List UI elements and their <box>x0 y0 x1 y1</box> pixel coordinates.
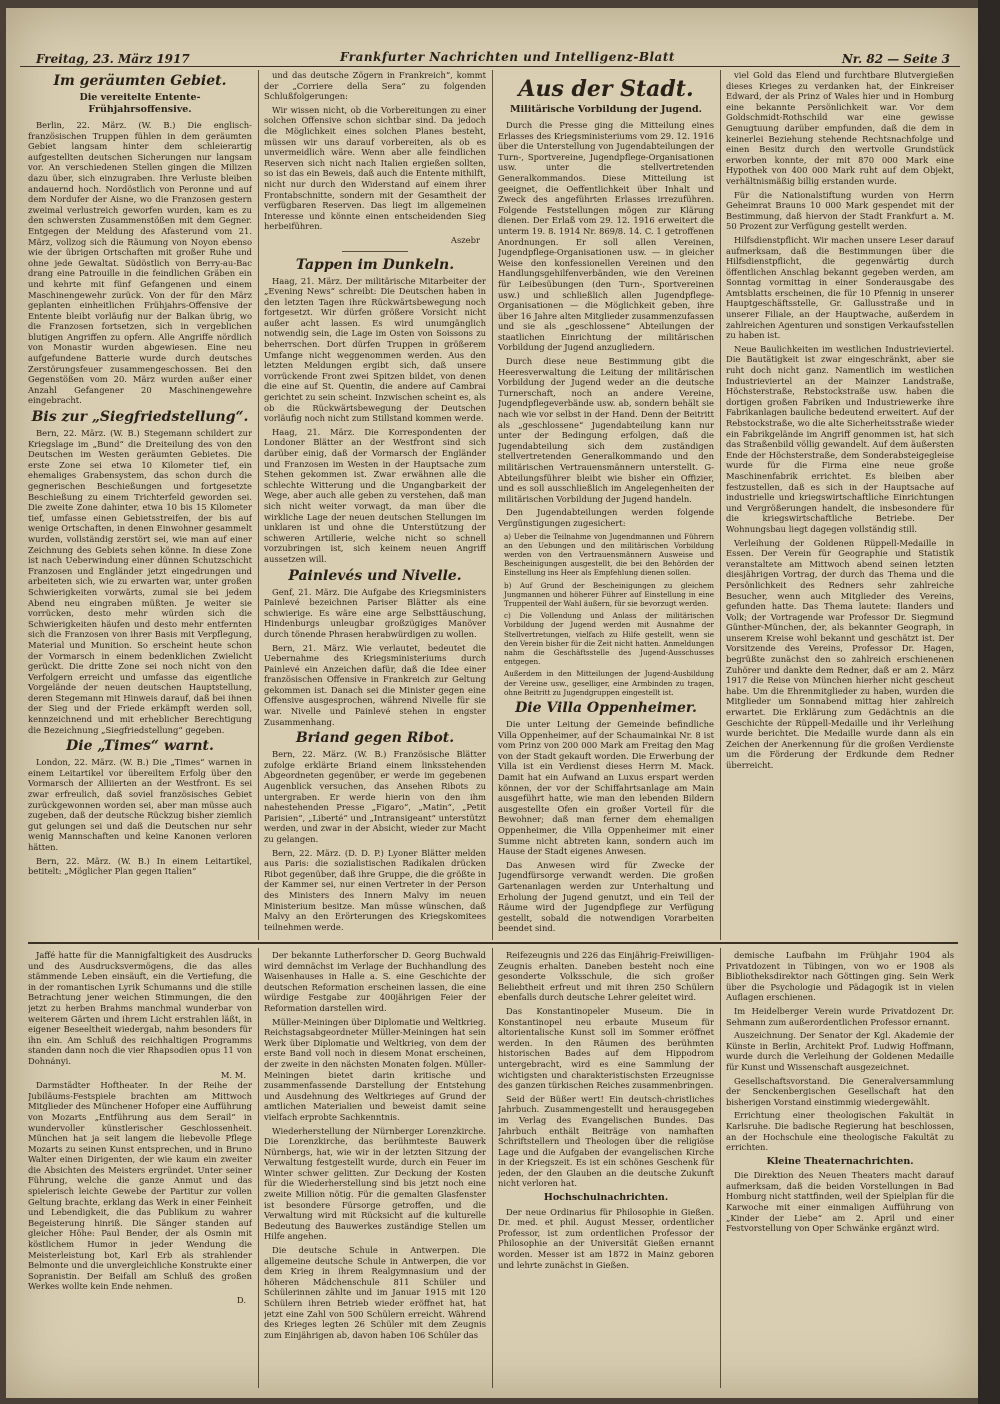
article-paragraph: London, 22. März. (W. B.) Die „Times“ warnen in einem Leitartikel vor übereiltem Erfolg über den Vormarsch der Alliierten an der Westfront. Es sei zwar erfreulich, daß soviel französisches Gebiet zurückgewonnen worden sei, aber man müsse auch zugeben, daß der deutsche Rückzug bisher ziemlich gut gelungen sei und daß die Deutschen nur sehr wenig Mannschaften und keine Kanonen verloren hätten. <box>28 757 252 852</box>
article-paragraph: Genf, 21. März. Die Aufgabe des Kriegsministers Painlevé bezeichnen Pariser Blätter als eine schwierige. Es wäre eine arge Selbsttäuschung, Hindenburgs unleugbar großzügiges Manöver durch tönende Phrasen herabwürdigen zu wollen. <box>264 586 486 639</box>
article-paragraph: Die deutsche Schule in Antwerpen. Die allgemeine deutsche Schule in Antwerpen, die vor dem Krieg in ihrem Realgymnasium und der höheren Mädchenschule 811 Schüler und Schülerinnen zählte und im Januar 1915 mit 120 Schülern ihren Betrieb wieder eröffnet hat, hat jetzt eine Zahl von 500 Schülern erreicht. Während des Krieges legten 26 Schüler mit dem Zeugnis zum Einjährigen ab, davon haben 106 Schüler das <box>264 1245 486 1340</box>
article-heading: Die „Times“ warnt. <box>66 738 214 755</box>
article-paragraph: Wir wissen nicht, ob die Vorbereitungen zu einer solchen Offensive schon sichtbar sind. Da jedoch die Möglichkeit eines solchen Planes besteht, müssen wir uns darauf vorbereiten, als ob es unvermeidlich wäre. Wenn aber alle feindlichen Reserven sich nicht nach Italien ergießen sollten, so ist das ein Beweis, daß auch die Entente mithilft, nicht nur durch den Widerstand auf einem ihrer Frontabschnitte, sondern mit der Gesamtheit der verfügbaren Reserven. Das liegt im allgemeinen Interesse und könnte einen entscheidenden Sieg herbeiführen. <box>264 104 486 232</box>
column-divider <box>492 70 493 940</box>
article-separator <box>342 251 409 252</box>
article-paragraph: Neue Baulichkeiten im westlichen Industrieviertel. Die Bautätigkeit ist zwar eingeschränkt, aber sie ruht doch nicht ganz. Namentlich im westlichen Industrieviertel an der Mainzer Landstraße, Höchsterstraße, Rebstockstraße usw. haben die dortigen großen Fabriken und Industriewerke ihre Fabrikanlagen bauliche bedeutend erweitert. Auf der Rebstockstraße, wo die alte Sicherheitsstraße wieder ein Fabrikgelände im Angriff genommen ist, hat sich das Straßenbild völlig gewandelt. Auf dem äußersten Ende der Höchsterstraße, dem Sonderabsteigegleise wurde für die Firma eine neue große Maschinenfabrik errichtet. Es bleiben aber festzustellen, daß es sich in der Hauptsache auf industrielle und kriegswirtschaftliche Einrichtungen und Vergrößerungen handelt, die insbesondere für die kriegswirtschaftliche Betriebe. Der Wohnungsbau liegt dagegen vollständig still. <box>726 343 954 534</box>
article-paragraph: Bern, 22. März. (W. B.) Stegemann schildert zur Kriegslage im „Bund“ die Dreiteilung des von den Deutschen im Westen geräumten Gebietes. Die erste Zone sei etwa 10 Kilometer tief, ein ehemaliges Grabensystem, das schon durch die gegnerischen Beschießungen und fortgesetzte Beschießung zu einem Trichterfeld geworden sei. Die zweite Zone dahinter, etwa 10 bis 15 Kilometer tief, umfasse einen Gebietsstreifen, der bis auf wenige Ortschaften, in denen Einwohner gesammelt wurden, vollständig zerstört sei, wie man auf einer Zeichnung des Gebiets sehen könne. In diese Zone ist nach Ueberwindung einer dünnen Schutzschicht Franzosen und Engländer jetzt eingedrungen und arbeiteten sich, wie zu erwarten war, unter großen Schwierigkeiten vorwärts, zumal sie bei jedem Abend neu eingraben müßten. Je weiter sie vorrücken, desto mehr würden sich die Schwierigkeiten häufen und desto mehr entfernten sich die Franzosen von ihrer Basis mit Verpflegung, Material und Munition. So erscheint heute schon der Vormarsch in einem bedenklichen Zwielicht gerückt. Die dritte Zone sei noch nicht von den Verfolgern erreicht und umfasse das eigentliche Vorgelände der neuen deutschen Hauptstellung, deren Stegemann mit Hinweis darauf, daß bei ihnen der Sieg und der Friede erkämpft werden soll, kennzeichnend und mit erheblicher Berechtigung die Bezeichnung „Siegfriedstellung“ gegeben. <box>28 428 252 735</box>
article-paragraph: Darmstädter Hoftheater. In der Reihe der Jubiläums-Festspiele brachten am Mittwoch Mitglieder des Münchener Hofoper eine Aufführung von Mozarts „Entführung aus dem Serail“ in wundervoller künstlerischer Geschlossenheit. München hat ja seit langem die liebevolle Pflege Mozarts zu seinen Kunst entsprechen, und in Bruno Walter einen Dirigenten, der wie kaum ein zweiter die Absichten des Meisters ergründet. Unter seiner Führung, welche die ganze Anmut und das spielerisch leichte Gewebe der Partitur zur vollen Geltung brachte, erklang das Werk in einer Feinheit und Lebendigkeit, die das Publikum zu wahrer Begeisterung hinriß. Die Sänger standen auf gleicher Höhe: Paul Bender, der als Osmin mit köstlichem Humor in jeder Wendung die Meisterleistung bot, Karl Erb als strahlender Belmonte und die unvergleichliche Konstrukte einer Sopranistin. Der Beifall am Schluß des großen Werkes wollte kein Ende nehmen. <box>28 1080 252 1292</box>
article-paragraph: Reifezeugnis und 226 das Einjährig-Freiwilligen-Zeugnis erhalten. Daneben besteht noch eine gesonderte Volksschule, die sich großer Beliebtheit erfreut und mit ihren 250 Schülern ebenfalls durch deutsche Lehrer geleitet wird. <box>498 950 714 1003</box>
article-paragraph: Bern, 22. März. (W. B.) In einem Leitartikel, betitelt: „Möglicher Plan gegen Italien“ <box>28 855 252 877</box>
article-paragraph: Das Anwesen wird für Zwecke der Jugendfürsorge verwandt werden. Die großen Gartenanlagen werden zur Unterhaltung und Erholung der Jugend genutzt, und ein Teil der Räume wird der Jugendpflege zur Verfügung gestellt, sobald die notwendigen Vorarbeiten beendet sind. <box>498 859 714 934</box>
article-paragraph: Die unter Leitung der Gemeinde befindliche Villa Oppenheimer, auf der Schaumainkai Nr. 8 ist vom Prinz von 200 000 Mark am Freitag den Mag von der Stadt gekauft worden. Die Erwerbung der Villa ist ein Verdienst dieses Herrn M. Mack. Damit hat ein Aufwand an Luxus erspart werden können, der vor der Schiffahrtsanlage am Main ausgeführt hatte, wie man den lebenden Bildern ausgestellte Ofen ein großer Vorteil für die Bewohner; daß man ferner dem ehemaligen Oppenheimer, die Villa Oppenheimer mit einer Summe nicht abtreten kann, sondern auch im Hause der Stadt eigenes Anwesen. <box>498 719 714 857</box>
list-item: b) Auf Grund der Bescheinigungen zu gleichem Jungmannen und höherer Führer auf Einstellung in eine Truppenteil der Wahl äußern, für sie bevorzugt werden. <box>504 580 714 608</box>
article-paragraph: Haag, 21. März. Der militärische Mitarbeiter der „Evening News“ schreibt: Die Deutschen haben in den letzten Tagen ihre Rückwärtsbewegung noch fortgesetzt. Wir dürfen größere Vorsicht nicht außer acht lassen. Es wird unumgänglich notwendig sein, die Lage im Osten von Soissons zu beherrschen. Dort dürfen Truppen in größerem Umfange nicht weggenommen werden. Aus den letzten Meldungen ergibt sich, daß unsere vorrückende Front zwei Spitzen bildet, von denen die eine auf St. Quentin, die andere auf Cambrai gerichtet zu sein scheint. Inzwischen scheint es, als ob die Rückwärtsbewegung der Deutschen vorläufig noch nicht zum Stillstand kommen werde. <box>264 275 486 424</box>
newspaper-title: Frankfurter Nachrichten und Intelligenz-Blatt <box>340 50 675 64</box>
feuilleton-column-4 <box>726 950 954 1390</box>
column-4 <box>726 70 954 938</box>
column-1 <box>28 70 252 938</box>
article-paragraph: Den Jugendabteilungen werden folgende Vergünstigungen zugesichert: <box>498 507 714 528</box>
article-heading: Kleine Theaternachrichten. <box>766 1155 914 1167</box>
article-paragraph: Haag, 21. März. Die Korrespondenten der Londoner Blätter an der Westfront sind sich darüber einig, daß der Vormarsch der Engländer und Franzosen im Westen in der Hauptsache zum Stehen gekommen ist. Zwar erwähnen alle die schlechte Witterung und die Ungangbarkeit der Wege, aber auch alle geben zu verstehen, daß man sich nicht weiter vorwagt, da man über die wirkliche Lage der neuen deutschen Stellungen im unklaren ist und ohne die Unterstützung der schweren Artillerie, welche nicht so schnell vorzubringen ist, sich keinem neuen Angriff aussetzen will. <box>264 426 486 564</box>
article-paragraph: Bern, 22. März. (W. B.) Französische Blätter zufolge erklärte Briand einem linksstehenden Abgeordneten gegenüber, er werde im gegebenen Augenblick versuchen, das Ansehen Ribots zu untergraben. Er werde hierin von den ihm nahestehenden Presse „Figaro“, „Matin“, „Petit Parisien“, „Liberté“ und „Intransigeant“ unterstützt werden, und zwar in der Absicht, wieder zur Macht zu gelangen. <box>264 749 486 844</box>
article-paragraph: Bern, 21. März. Wie verlautet, bedeutet die Uebernahme des Kriegsministeriums durch Painlevé ein Anzeichen dafür, daß die Idee einer französischen Offensive in Frankreich zur Geltung gekommen ist. Danach sei die Minister gegen eine Offensive ausgesprochen, während Nivelle für sie war. Nivelle und Painlevé stehen in engster Zusammenhang. <box>264 642 486 727</box>
article-paragraph: und das deutsche Zögern in Frankreich“, kommt der „Corriere della Sera“ zu folgenden Schlußfolgerungen: <box>264 70 486 102</box>
article-paragraph: Wiederherstellung der Nürnberger Lorenzkirche. Die Lorenzkirche, das berühmteste Bauwerk Nürnbergs, hat, wie wir in der letzten Sitzung der Verwaltung festgestellt wurde, durch ein Feuer im Winter schwer gelitten. Zur Deckung der Kosten für die Wiederherstellung sind bis jetzt noch eine zweite Million nötig. Für die gemalten Glasfenster ist besondere Fürsorge getroffen, und die Verwaltung wird mit Rücksicht auf die kulturelle Bedeutung des Bauwerkes zuständige Stellen um Hilfe angehen. <box>264 1125 486 1242</box>
article-paragraph: Berlin, 22. März. (W. B.) Die englisch-französischen Truppen fühlen in dem geräumten Gebiet langsam hinter dem schleierartig aufgestellten deutschen Sicherungen nur langsam vor. An verschiedenen Stellen gingen die Milizen dazu über, sich einzugraben. Ihre Verluste bleiben andauernd hoch. Nordöstlich von Peronne und auf dem Nordufer der Aisne, wo die Franzosen gestern zweimal verlustreich geworfen wurden, kam es zu den schwersten Zusammenstößen mit dem Gegner. Entgegen der Meldung des Afasterund vom 21. März, vollzog sich die Räumung von Noyon ebenso wie der übrigen Ortschaften mit großer Ruhe und ohne jede Gewaltat. Südöstlich von Berry-au-Bac drang eine Patrouille in die feindlichen Gräben ein und kehrte mit fünf Gefangenen und einem Maschinengewehr zurück. Von der für den März geplanten einheitlichen Frühjahrs-Offensive der Entente bleibt vorläufig nur der Balkan übrig, wo die Franzosen fortsetzen, sich in vergeblichen blutigen Angriffen zu opfern. Alle Angriffe nördlich von Monastir wurden abgewiesen. Eine neu aufgefundene Batterie wurde durch deutsches Zerstörungsfeuer zusammengeschossen. Bei den Gegenstößen vom 20. März wurden außer einer Anzahl Gefangener 20 Maschinengewehre eingebracht. <box>28 120 252 406</box>
article-paragraph: Auszeichnung. Der Senator der Kgl. Akademie der Künste in Berlin, Architekt Prof. Ludwig Hoffmann, wurde durch die Verleihung der Goldenen Medaille für Kunst und Wissenschaft ausgezeichnet. <box>726 1030 954 1072</box>
column-divider <box>720 70 721 940</box>
article-paragraph: Die Direktion des Neuen Theaters macht darauf aufmerksam, daß die beiden Vorstellungen in Bad Homburg nicht stattfinden, weil der Spielplan für die Karwoche mit einer einmaligen Aufführung von „Kinder der Liebe“ am 2. April und einer Festvorstellung von Oper Schwänke ergänzt wird. <box>726 1170 954 1234</box>
issue-date: Freitag, 23. März 1917 <box>36 52 190 66</box>
column-3 <box>498 70 714 938</box>
column-2 <box>264 70 486 938</box>
list-item: Außerdem in den Mitteilungen der Jugend-Ausbildung der Vereine usw., geselliger, eine Armbinden zu tragen, ohne Beitritt zu Jugendgruppen eingestellt ist. <box>504 669 714 697</box>
page-binding <box>978 0 1000 1404</box>
column-divider <box>258 70 259 940</box>
article-paragraph: Für die Nationalstiftung wurden von Herrn Geheimrat Brauns 10 000 Mark gespendet mit der Bestimmung, daß hiervon der Stadt Frankfurt a. M. 50 Prozent zur Verfügung gestellt werden. <box>726 189 954 232</box>
article-paragraph: Der bekannte Lutherforscher D. Georg Buchwald wird demnächst im Verlage der Buchhandlung des Waisenhauses in Halle a. S. eine Geschichte der deutschen Reformation erscheinen lassen, die eine würdige Festgabe zur 400jährigen Feier der Reformation darstellen wird. <box>264 950 486 1013</box>
list-item: a) Ueber die Teilnahme von Jugendmannen und Führern an den Uebungen und den militärischen Vorbildung werden von den Vertrauensmännern Ausweise und Bescheinigungen ausgestellt, die bei den Behörden der Einstellung ins Heer als Empfehlung dienen sollen. <box>504 531 714 578</box>
feuilleton-column-2 <box>264 950 486 1390</box>
article-heading: Briand gegen Ribot. <box>295 730 455 747</box>
article-paragraph: Durch diese neue Bestimmung gibt die Heeresverwaltung die Leitung der militärischen Vorbildung der Jugend weder an die deutsche Turnerschaft, noch an andere Vereine, Jugendpflegeverbände usw. ab, sondern behält sie nach wie vor selbst in der Hand. Denn der Beitritt als „geschlossene“ Jugendabteilung kann nur unter der Bedingung erfolgen, daß die Jugendabteilung sich dem zuständigen stellvertretenden Generalkommando und den militärischen Vertrauensmännern unterstellt. G-Abteilungsführer bleibt wie bisher ein Offizier, und es soll ausschließlich im Angelegenheiten der militärischen Vorbildung der Jugend handeln. <box>498 356 714 504</box>
feuilleton-column-1 <box>28 950 252 1390</box>
article-paragraph: Durch die Presse ging die Mitteilung eines Erlasses des Kriegsministeriums vom 29. 12. 1916 über die Unterstellung von Jugendabteilungen der Turn-, Sportvereine, Jugendpflege-Organisationen usw. unter die stellvertretenden Generalkommandos. Diese Mitteilung ist geeignet, die Oeffentlichkeit über Inhalt und Zweck des angeführten Erlasses irrezuführen. Folgende Feststellungen mögen zur Klärung dienen. Der Erlaß vom 29. 12. 1916 erweitert die unterm 19. 8. 1914 Nr. 869/8. 14. C. 1 getroffenen Anordnungen. Er soll allen Vereinen, Jugendpflege-Organisationen usw. — in gleicher Weise den konfessionellen Vereinen und den Handlungsgehilfenverbänden, wie den Vereinen für Leibesübungen (den Turn-, Sportvereinen usw.) und schließlich allen Jugendpflege-Organisationen — die Möglichkeit geben, ihre über 16 Jahre alten Mitglieder zusammenzufassen und sie als „geschlossene“ Abteilungen der staatlichen Einrichtung der militärischen Vorbildung der Jugend anzugliedern. <box>498 120 714 353</box>
article-paragraph: Müller-Meiningen über Diplomatie und Weltkrieg. Reichstagsabgeordneter Müller-Meiningen hat sein Werk über Diplomatie und Weltkrieg, von dem der erste Band voll noch in diesem Monat erscheinen, der zweite in den nächsten Monaten folgen. Müller-Meiningen bietet darin kritische und zusammenfassende Darstellung der Entstehung und Ausdehnung des Weltkrieges auf Grund der amtlichen Materialien und beweist damit seine vielfach erprobte Sachkenntnis. <box>264 1016 486 1122</box>
article-signature: Aszebr <box>450 234 480 245</box>
column-divider <box>258 948 259 1388</box>
article-paragraph: Der neue Ordinarius für Philosophie in Gießen. Dr. med. et phil. August Messer, ordentlicher Professor, ist zum ordentlichen Professor der Philosophie an der Universität Gießen ernannt worden. Messer ist am 1872 in Mainz geboren und lehrte zunächst in Gießen. <box>498 1206 714 1270</box>
section-heading: Aus der Stadt. <box>518 76 694 102</box>
article-heading: Hochschulnachrichten. <box>543 1192 669 1204</box>
article-heading: Die Villa Oppenheimer. <box>515 700 697 717</box>
article-paragraph: Gesellschaftsvorstand. Die Generalversammlung der Senckenbergischen Gesellschaft hat den bisherigen Vorstand einstimmig wiedergewählt. <box>726 1075 954 1107</box>
column-divider <box>720 948 721 1388</box>
feuilleton-column-3 <box>498 950 714 1390</box>
issue-page-number: Nr. 82 — Seite 3 <box>841 52 950 66</box>
article-heading: Im geräumten Gebiet. <box>53 73 227 89</box>
article-paragraph: Das Konstantinopeler Museum. Die in Konstantinopel neu erbaute Museum für altorientalische Kunst soll im Sommer eröffnet werden. In den Räumen des berühmten historischen Bades auf dem Hippodrom untergebracht, wird es eine Sammlung der wichtigsten und charakteristischsten Erzeugnisse des ganzen türkischen Reiches zusammenbringen. <box>498 1005 714 1091</box>
article-heading: Bis zur „Siegfriedstellung“. <box>31 409 249 426</box>
feuilleton-divider <box>28 942 958 944</box>
article-paragraph: Hilfsdienstpflicht. Wir machen unsere Leser darauf aufmerksam, daß die Bestimmungen über die Hilfsdienstpflicht, die gegenwärtig durch öffentlichen Anschlag bekannt gegeben werden, am Sonntag vormittag in einer Sonderausgabe des Amtsblatts erscheinen, die für 10 Pfennig in unserer Hauptgeschäftsstelle, Gr. Gallusstraße und in unserer Filiale, an der Hauptwache, außerdem in zahlreichen Agenturen und sonstigen Verkaufsstellen zu haben ist. <box>726 234 954 341</box>
article-paragraph: Im Heidelberger Verein wurde Privatdozent Dr. Sehmann zum außerordentlichen Professor ernannt. <box>726 1005 954 1027</box>
article-paragraph: Errichtung einer theologischen Fakultät in Karlsruhe. Die badische Regierung hat beschlossen, an der Hochschule eine theologische Fakultät zu errichten. <box>726 1110 954 1153</box>
column-divider <box>492 948 493 1388</box>
article-subheading: Die vereitelte Entente-Frühjahrsoffensive. <box>79 92 201 115</box>
article-paragraph: Seid der Büßer wert! Ein deutsch-christliches Jahrbuch. Zusammengestellt und herausgegeben im Verlag des Evangelischen Bundes. Das Jahrbuch enthält Beiträge von namhaften Schriftstellern und Theologen über die religiöse Lage und die Aufgaben der evangelischen Kirche in der Kriegszeit. Es ist ein schönes Geschenk für jeden, der den Glauben an die deutsche Zukunft nicht verloren hat. <box>498 1093 714 1189</box>
article-signature: D. <box>236 1295 246 1305</box>
article-signature: M. M. <box>220 1069 246 1080</box>
article-heading: Painlevés und Nivelle. <box>288 567 462 584</box>
article-subheading: Militärische Vorbildung der Jugend. <box>510 104 702 115</box>
article-heading: Tappen im Dunkeln. <box>295 256 455 273</box>
article-paragraph: demische Laufbahn im Frühjahr 1904 als Privatdozent in Tübingen, von wo er 1908 als Bibliotheksdirektor nach Göttingen ging. Sein Werk über die Psychologie und Pädagogik ist in vielen Auflagen erschienen. <box>726 950 954 1003</box>
masthead <box>20 44 960 67</box>
article-paragraph: Jaffé hatte für die Mannigfaltigkeit des Ausdrucks und des Ausdrucksvermögens, die das alles stämmende Leben einsäuft, ein die Vertiefung, die in der romantischen Lyrik Schumanns und die stille Betrachtung jener weichen Stimmungen, die den jetzt zu herben Brahms manchmal wunderbar von weiterem Gärten und ihrem Licht erstrahlen läßt, in eigener Beseeltheit wiedergab, nahm besonders für ihn ein. Am Schluß des reichhaltigen Programms standen dann noch die vier Rhapsodien opus 11 von Dohnányi. <box>28 950 252 1066</box>
article-paragraph: Bern, 22. März. (D. D. P.) Lyoner Blätter melden aus Paris: die sozialistischen Radikalen drücken Ribot gegenüber, daß ihre Gruppe, die die größte in der Kammer sei, nur einen Vertreter in der Person des Ministers des Innern Malvy im neuen Ministerium besitze. Man müsse wünschen, daß Malvy an den Erörterungen des Kriegskomitees teilnehmen werde. <box>264 847 486 932</box>
article-paragraph: Verleihung der Goldenen Rüppell-Medaille in Essen. Der Verein für Geographie und Statistik veranstaltete am Mittwoch abend seinen letzten diesjährigen Vortrag, der durch das Thema und die Persönlichkeit des Redners sehr zahlreiche Besucher, wenn auch Mitglieder des Vereins, gefunden hatte. Das Thema lautete: Ilanders und Volk; der Vortragende war Professor Dr. Siegmund Günther-München, der, als bekannter Geograph, in unserem Kreise wohl bekannt und geschätzt ist. Der Vorsitzende des Vereins, Professor Dr. Hagen, begrüßte zunächst den so zahlreich erschienenen Zuhörer und dankte dem Redner, daß er am 2. März 1917 die Reise von München hierher nicht gescheut habe. Um die Ehrenmitglieder zu haben, wurden die Mitglieder um Sonnabend mittag hier zahlreich erwartet. Die Erklärung zum Gedächtnis an die Geschichte der Rüppell-Medaille und ihr Verleihung wurde berichtet. Die Medaille wurde dann als ein Zeichen der Anerkennung für die großen Verdienste um die Förderung der Erdkunde dem Redner überreicht. <box>726 537 954 770</box>
article-paragraph: viel Gold das Elend und furchtbare Blutvergießen dieses Krieges zu verdanken hat, der Einkreiser Edward, der als Prinz of Wales hier und in Homburg eine bekannte Persönlichkeit war. Vor dem Goldschmidt-Rothschild war eine gewisse Genugtuung darüber empfunden, daß die dem in keinerlei Beziehung stehende Rechtsnachfolge und einen Besitz durch den wertvolle Grundstück erworben konnte, der mit 870 000 Mark eine Hypothek von 400 000 Mark ruht auf dem Objekt, verhältnismäßig billig erstanden wurde. <box>726 70 954 186</box>
newspaper-page <box>6 8 978 1398</box>
list-item: c) Die Vollendung und Anlass der militärischen Vorbildung der Jugend werden mit Ausnahme der Stellvertretungen, vielfach zu Hilfe gestellt, wenn sie den Verein bisher für die Zeit nicht hatten. Anmeldungen nahm die Geschäftsstelle des Jugend-Ausschusses entgegen. <box>504 611 714 667</box>
